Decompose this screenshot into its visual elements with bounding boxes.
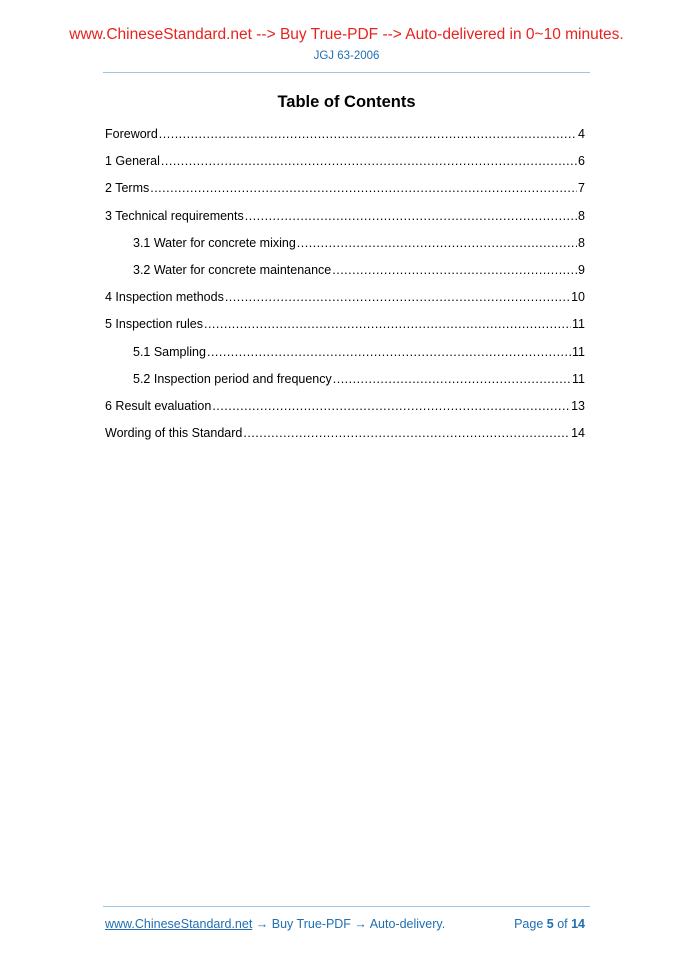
- footer-tagline: → Buy True-PDF → Auto-delivery.: [252, 917, 446, 931]
- toc-title: Table of Contents: [277, 93, 416, 111]
- toc-entry-page: 8: [578, 208, 585, 223]
- toc-leader-dots: [150, 178, 577, 198]
- footer-site-link[interactable]: www.ChineseStandard.net: [105, 917, 253, 931]
- toc-entry-inspection-methods[interactable]: [105, 287, 585, 314]
- page-total: 14: [571, 917, 585, 931]
- header-divider: [103, 72, 590, 73]
- toc-entry-page: 10: [571, 290, 585, 305]
- page-current: 5: [546, 917, 554, 931]
- toc-entry-label: 6 Result evaluation: [105, 398, 212, 413]
- toc-entry-page: 11: [572, 317, 585, 332]
- page-indicator: [514, 917, 585, 931]
- top-banner[interactable]: www.ChineseStandard.net --> Buy True-PDF --> Auto-delivered in 0~10 minutes.: [69, 26, 624, 43]
- toc-entry-label: 5.2 Inspection period and frequency: [133, 371, 332, 386]
- toc-entry-page: 13: [571, 398, 585, 413]
- toc-entry-label: 2 Terms: [105, 181, 150, 196]
- footer-divider: [103, 906, 590, 907]
- toc-entry-page: 8: [578, 235, 585, 250]
- toc-entry-water-maintenance[interactable]: [105, 260, 585, 287]
- toc-list: [105, 124, 585, 450]
- toc-leader-dots: [225, 287, 570, 307]
- toc-entry-inspection-rules[interactable]: [105, 314, 585, 341]
- toc-entry-label: 4 Inspection methods: [105, 290, 224, 305]
- toc-entry-page: 7: [578, 181, 585, 196]
- toc-entry-page: 6: [578, 154, 585, 169]
- toc-entry-label: Foreword: [105, 127, 158, 141]
- toc-leader-dots: [333, 369, 571, 389]
- toc-entry-label: 3.1 Water for concrete mixing: [133, 235, 296, 250]
- toc-entry-label: Wording of this Standard: [105, 426, 243, 441]
- footer-left: [105, 917, 445, 931]
- toc-entry-label: 5.1 Sampling: [133, 344, 206, 359]
- toc-leader-dots: [204, 314, 571, 334]
- toc-entry-label: 3 Technical requirements: [105, 208, 244, 223]
- toc-leader-dots: [212, 396, 570, 416]
- toc-entry-inspection-period[interactable]: [105, 369, 585, 396]
- toc-entry-technical-requirements[interactable]: [105, 206, 585, 233]
- toc-entry-page: 14: [571, 426, 585, 441]
- toc-leader-dots: [245, 206, 577, 226]
- toc-entry-label: 1 General: [105, 154, 160, 169]
- toc-leader-dots: [161, 151, 577, 171]
- toc-leader-dots: [207, 342, 571, 362]
- toc-entry-page: 11: [572, 344, 585, 359]
- toc-entry-page: 4: [578, 127, 585, 141]
- toc-leader-dots: [243, 423, 570, 443]
- page-of: of: [553, 917, 572, 931]
- toc-entry-label: 5 Inspection rules: [105, 317, 203, 332]
- toc-entry-water-mixing[interactable]: [105, 233, 585, 260]
- toc-entry-foreword[interactable]: [105, 124, 585, 151]
- toc-leader-dots: [332, 260, 577, 280]
- toc-entry-general[interactable]: [105, 151, 585, 178]
- document-code: JGJ 63-2006: [313, 50, 380, 62]
- page-footer: [105, 917, 585, 931]
- page-prefix: Page: [514, 917, 547, 931]
- toc-entry-result-evaluation[interactable]: [105, 396, 585, 423]
- toc-entry-page: 9: [578, 262, 585, 277]
- toc-entry-terms[interactable]: [105, 178, 585, 205]
- toc-leader-dots: [159, 124, 577, 144]
- toc-entry-page: 11: [572, 371, 585, 386]
- toc-entry-wording[interactable]: [105, 423, 585, 450]
- toc-entry-sampling[interactable]: [105, 342, 585, 369]
- toc-entry-label: 3.2 Water for concrete maintenance: [133, 262, 332, 277]
- toc-leader-dots: [297, 233, 577, 253]
